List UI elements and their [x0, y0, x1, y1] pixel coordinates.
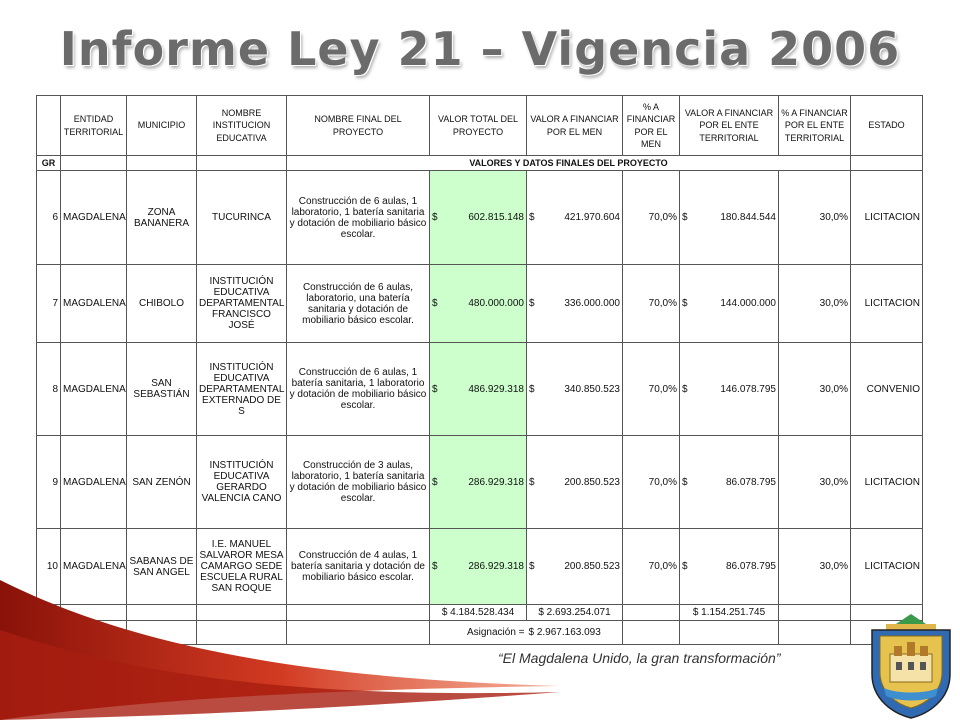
asignacion-value: $ 2.967.163.093	[527, 621, 623, 645]
total-valor-ente: $ 1.154.251.745	[680, 605, 779, 621]
currency-sign: $	[682, 383, 688, 395]
empty-cell	[197, 156, 287, 171]
cell-entidad: MAGDALENA	[61, 171, 127, 265]
empty-cell	[623, 621, 680, 645]
amount: 180.844.544	[720, 212, 776, 223]
currency-sign: $	[682, 298, 688, 309]
empty-cell	[680, 621, 779, 645]
cell-pct-ente: 30,0%	[779, 265, 851, 343]
cell-pct-men: 70,0%	[623, 343, 680, 436]
row-number: 8	[37, 343, 61, 436]
header-cell: % A FINANCIAR POR EL ENTE TERRITORIAL	[779, 96, 851, 156]
cell-estado: LICITACION	[851, 529, 923, 605]
total-valor-proyecto: $ 4.184.528.434	[430, 605, 527, 621]
cell-pct-ente: 30,0%	[779, 171, 851, 265]
amount: 200.850.523	[564, 476, 620, 488]
cell-pct-men: 70,0%	[623, 529, 680, 605]
row-number: 7	[37, 265, 61, 343]
cell-valor-men	[527, 343, 623, 436]
row-number: 9	[37, 436, 61, 529]
empty-cell	[779, 605, 851, 621]
cell-proyecto: Construcción de 6 aulas, 1 batería sanitaria, 1 laboratorio y dotación de mobiliario básico escolar.	[287, 343, 430, 436]
header-cell: MUNICIPIO	[127, 96, 197, 156]
amount: 602.815.148	[468, 212, 524, 223]
cell-municipio: SABANAS DE SAN ANGEL	[127, 529, 197, 605]
cell-institucion: INSTITUCIÓN EDUCATIVA DEPARTAMENTAL EXTERNADO DE S	[197, 343, 287, 436]
cell-pct-men: 70,0%	[623, 436, 680, 529]
amount: 86.078.795	[725, 561, 776, 572]
amount: 286.929.318	[468, 476, 524, 488]
cell-proyecto: Construcción de 3 aulas, laboratorio, 1 batería sanitaria y dotación de mobiliario básico escolar.	[287, 436, 430, 529]
cell-valor-ente	[680, 265, 779, 343]
red-swoosh-decoration	[0, 560, 560, 720]
cell-valor-total	[430, 436, 527, 529]
cell-municipio: SAN ZENÓN	[127, 436, 197, 529]
currency-sign: $	[529, 212, 535, 223]
cell-valor-men	[527, 436, 623, 529]
currency-sign: $	[432, 561, 438, 572]
amount: 200.850.523	[564, 561, 620, 572]
currency-sign: $	[682, 212, 688, 223]
cell-valor-men	[527, 171, 623, 265]
amount: 144.000.000	[720, 298, 776, 309]
cell-municipio: CHIBOLO	[127, 265, 197, 343]
amount: 486.929.318	[468, 383, 524, 395]
currency-sign: $	[432, 383, 438, 395]
cell-pct-ente: 30,0%	[779, 343, 851, 436]
cell-pct-men: 70,0%	[623, 171, 680, 265]
table-row	[37, 265, 923, 343]
cell-estado: LICITACION	[851, 436, 923, 529]
total-valor-men: $ 2.693.254.071	[527, 605, 623, 621]
currency-sign: $	[529, 561, 535, 572]
currency-sign: $	[529, 298, 535, 309]
cell-valor-ente	[680, 343, 779, 436]
magdalena-coat-of-arms-icon	[866, 612, 956, 720]
header-cell: VALOR TOTAL DEL PROYECTO	[430, 96, 527, 156]
header-cell: VALOR A FINANCIAR POR EL MEN	[527, 96, 623, 156]
cell-entidad: MAGDALENA	[61, 265, 127, 343]
cell-valor-total	[430, 265, 527, 343]
cell-valor-total	[430, 343, 527, 436]
band-gr-cell: GR	[37, 156, 61, 171]
empty-cell	[779, 621, 851, 645]
amount: 146.078.795	[720, 383, 776, 395]
cell-entidad: MAGDALENA	[61, 529, 127, 605]
row-number: 10	[37, 529, 61, 605]
empty-cell	[61, 156, 127, 171]
section-band-row	[37, 156, 923, 171]
cell-municipio: SAN SEBASTIÁN	[127, 343, 197, 436]
band-label: VALORES Y DATOS FINALES DEL PROYECTO	[287, 156, 851, 171]
currency-sign: $	[432, 298, 438, 309]
cell-proyecto: Construcción de 6 aulas, laboratorio, una batería sanitaria y dotación de mobiliario básico escolar.	[287, 265, 430, 343]
amount: 336.000.000	[564, 298, 620, 309]
amount: 286.929.318	[468, 561, 524, 572]
cell-institucion: INSTITUCIÓN EDUCATIVA DEPARTAMENTAL FRANCISCO JOSÉ	[197, 265, 287, 343]
page-title: Informe Ley 21 – Vigencia 2006	[59, 22, 901, 76]
cell-institucion: I.E. MANUEL SALVAROR MESA CAMARGO SEDE ESCUELA RURAL SAN ROQUE	[197, 529, 287, 605]
cell-proyecto: Construcción de 4 aulas, 1 batería sanitaria y dotación de mobiliario básico escolar.	[287, 529, 430, 605]
cell-entidad: MAGDALENA	[61, 436, 127, 529]
asignacion-label: Asignación =	[430, 621, 527, 645]
cell-valor-men	[527, 265, 623, 343]
amount: 340.850.523	[564, 383, 620, 395]
empty-cell	[623, 605, 680, 621]
cell-entidad: MAGDALENA	[61, 343, 127, 436]
header-cell	[37, 96, 61, 156]
currency-sign: $	[529, 476, 535, 488]
header-cell: % A FINANCIAR POR EL MEN	[623, 96, 680, 156]
header-cell: NOMBRE INSTITUCION EDUCATIVA	[197, 96, 287, 156]
empty-cell	[851, 156, 923, 171]
header-cell: ENTIDAD TERRITORIAL	[61, 96, 127, 156]
amount: 421.970.604	[564, 212, 620, 223]
header-row	[37, 96, 923, 156]
cell-pct-ente: 30,0%	[779, 529, 851, 605]
cell-institucion: TUCURINCA	[197, 171, 287, 265]
header-cell: VALOR A FINANCIAR POR EL ENTE TERRITORIAL	[680, 96, 779, 156]
currency-sign: $	[682, 476, 688, 488]
currency-sign: $	[682, 561, 688, 572]
cell-municipio: ZONA BANANERA	[127, 171, 197, 265]
cell-pct-men: 70,0%	[623, 265, 680, 343]
slogan-quote: “El Magdalena Unido, la gran transformación”	[498, 650, 781, 666]
header-cell: ESTADO	[851, 96, 923, 156]
cell-valor-ente	[680, 529, 779, 605]
table-row	[37, 171, 923, 265]
cell-estado: CONVENIO	[851, 343, 923, 436]
empty-cell	[127, 156, 197, 171]
cell-pct-ente: 30,0%	[779, 436, 851, 529]
currency-sign: $	[432, 476, 438, 488]
cell-proyecto: Construcción de 6 aulas, 1 laboratorio, 1 batería sanitaria y dotación de mobiliario básico escolar.	[287, 171, 430, 265]
table-row	[37, 436, 923, 529]
table-row	[37, 343, 923, 436]
cell-valor-total	[430, 171, 527, 265]
amount: 480.000.000	[468, 298, 524, 309]
cell-valor-ente	[680, 436, 779, 529]
amount: 86.078.795	[725, 476, 776, 488]
cell-estado: LICITACION	[851, 265, 923, 343]
cell-institucion: INSTITUCIÓN EDUCATIVA GERARDO VALENCIA CANO	[197, 436, 287, 529]
cell-valor-ente	[680, 171, 779, 265]
currency-sign: $	[529, 383, 535, 395]
header-cell: NOMBRE FINAL DEL PROYECTO	[287, 96, 430, 156]
row-number: 6	[37, 171, 61, 265]
currency-sign: $	[432, 212, 438, 223]
cell-estado: LICITACION	[851, 171, 923, 265]
